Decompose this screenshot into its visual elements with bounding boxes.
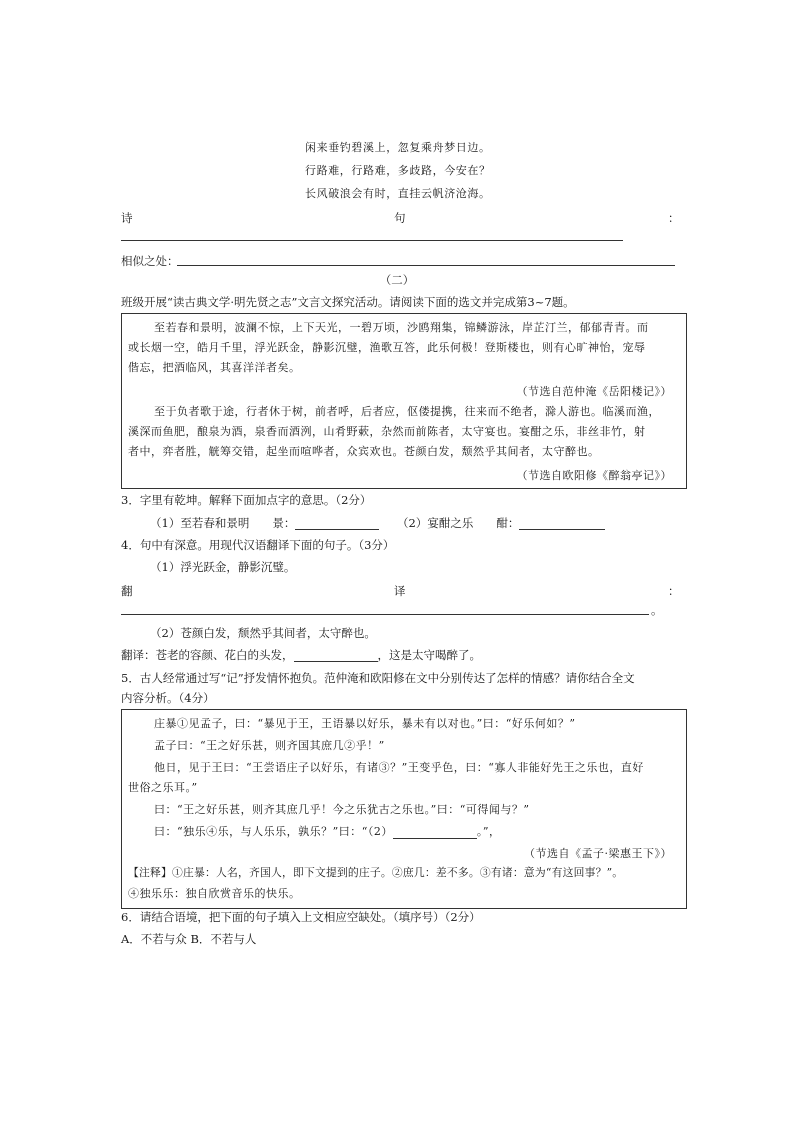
passage2-line-2: 溪深而鱼肥，酿泉为酒，泉香而酒洌，山肴野蔌，杂然而前陈者，太守宴也。宴酣之乐，非丝非竹，射 <box>128 425 646 438</box>
passage3-source: （节选自《孟子·梁惠王下》） <box>524 847 672 860</box>
passage2-line-1: 至于负者歌于途，行者休于树，前者呼，后者应，伛偻提携，往来而不绝者，滁人游也。临溪而渔， <box>154 405 660 418</box>
q4-trans-prefix: 翻译：苍老的容颜、花白的头发， <box>121 648 294 662</box>
passage3-note-2: ④独乐乐：独自欣赏音乐的快乐。 <box>128 887 301 900</box>
shiju-answer-line[interactable] <box>121 240 623 241</box>
q5-line-2: 内容分析。（4分） <box>121 691 215 705</box>
q3-item-2-blank[interactable] <box>519 517 605 530</box>
fanyi-answer-line[interactable] <box>121 614 649 615</box>
passage3-line-6-prefix: 曰：“独乐④乐，与人乐乐，孰乐？”曰：“（2） <box>154 825 393 838</box>
passage2-source: （节选自欧阳修《醉翁亭记》） <box>516 469 672 482</box>
passage3-line-4: 世俗之乐耳。” <box>128 781 198 794</box>
q3-item-2-label: （2）宴酣之乐 酣： <box>397 516 520 530</box>
passage-box-1 <box>121 313 687 489</box>
q5-line-1: 5．古人经常通过写“记”抒发情怀抱负。范仲淹和欧阳修在文中分别传达了怎样的情感？请你结合全文 <box>121 671 635 685</box>
q4-item-1: （1）浮光跃金，静影沉璧。 <box>150 560 296 574</box>
passage3-line-6-suffix: 。”， <box>476 825 501 838</box>
similar-answer-line[interactable] <box>177 265 675 266</box>
poem-line-2: 行路难，行路难，多歧路，今安在？ <box>305 164 491 177</box>
similar-label: 相似之处： <box>121 254 179 268</box>
q4-trans-blank[interactable] <box>294 649 378 662</box>
passage3-line-6 <box>154 825 501 839</box>
shiju-colon: ： <box>668 211 680 225</box>
passage3-line-5: 曰：“王之好乐甚，则齐其庶几乎！今之乐犹古之乐也。”曰：“可得闻与？” <box>154 803 530 816</box>
q6-options: A．不若与众 B．不若与人 <box>121 932 257 946</box>
poem-line-3: 长风破浪会有时，直挂云帆济沧海。 <box>305 187 491 200</box>
passage3-blank[interactable] <box>393 826 477 839</box>
q4-item-2: （2）苍颜白发，颓然乎其间者，太守醉也。 <box>150 626 376 640</box>
q3-item-2 <box>397 516 605 530</box>
passage1-source: （节选自范仲淹《岳阳楼记》） <box>516 385 672 398</box>
fanyi-colon: ： <box>668 584 680 598</box>
passage3-note-1: 【注释】①庄暴：人名，齐国人，即下文提到的庄子。②庶几：差不多。③有诸：意为“有这回事？”。 <box>128 866 624 879</box>
passage3-line-1: 庄暴①见孟子，曰：“暴见于王，王语暴以好乐，暴未有以对也。”曰：“好乐何如？” <box>154 717 576 730</box>
passage3-line-2: 孟子曰：“王之好乐甚，则齐国其庶几②乎！” <box>154 739 385 752</box>
poem-line-1: 闲来垂钓碧溪上，忽复乘舟梦日边。 <box>305 141 491 154</box>
passage1-line-2: 或长烟一空，皓月千里，浮光跃金，静影沉璧，渔歌互答，此乐何极！登斯楼也，则有心旷神怡，宠辱 <box>128 341 646 354</box>
shiju-label-ju: 句 <box>394 211 406 225</box>
q3-item-1-label: （1）至若春和景明 景： <box>150 516 296 530</box>
fanyi-label-fan: 翻 <box>121 584 133 598</box>
fanyi-label-yi: 译 <box>394 584 406 598</box>
shiju-label-shi: 诗 <box>121 211 133 225</box>
q6-stem: 6．请结合语境，把下面的句子填入上文相应空缺处。（填序号）（2分） <box>121 910 481 924</box>
q3-stem: 3．字里有乾坤。解释下面加点字的意思。（2分） <box>121 493 372 507</box>
q4-trans-suffix: ，这是太守喝醉了。 <box>377 648 481 662</box>
passage1-line-1: 至若春和景明，波澜不惊，上下天光，一碧万顷，沙鸥翔集，锦鳞游泳，岸芷汀兰，郁郁青青。而 <box>154 321 649 334</box>
fanyi-period: 。 <box>651 603 663 617</box>
passage3-line-3: 他日，见于王曰：“王尝语庄子以好乐，有诸③？”王变乎色，曰：“寡人非能好先王之乐也，直好 <box>154 761 644 774</box>
section-heading: （二） <box>379 273 415 287</box>
section-intro: 班级开展“读古典文学·明先贤之志”文言文探究活动。请阅读下面的选文并完成第3~7题。 <box>121 295 575 309</box>
passage2-line-3: 者中，弈者胜，觥筹交错，起坐而喧哗者，众宾欢也。苍颜白发，颓然乎其间者，太守醉也。 <box>128 445 600 458</box>
q3-item-1 <box>150 516 379 530</box>
q3-item-1-blank[interactable] <box>295 517 379 530</box>
q4-stem: 4．句中有深意。用现代汉语翻译下面的句子。（3分） <box>121 538 395 552</box>
passage1-line-3: 偕忘，把酒临风，其喜洋洋者矣。 <box>128 361 301 374</box>
q4-translation <box>121 648 481 662</box>
